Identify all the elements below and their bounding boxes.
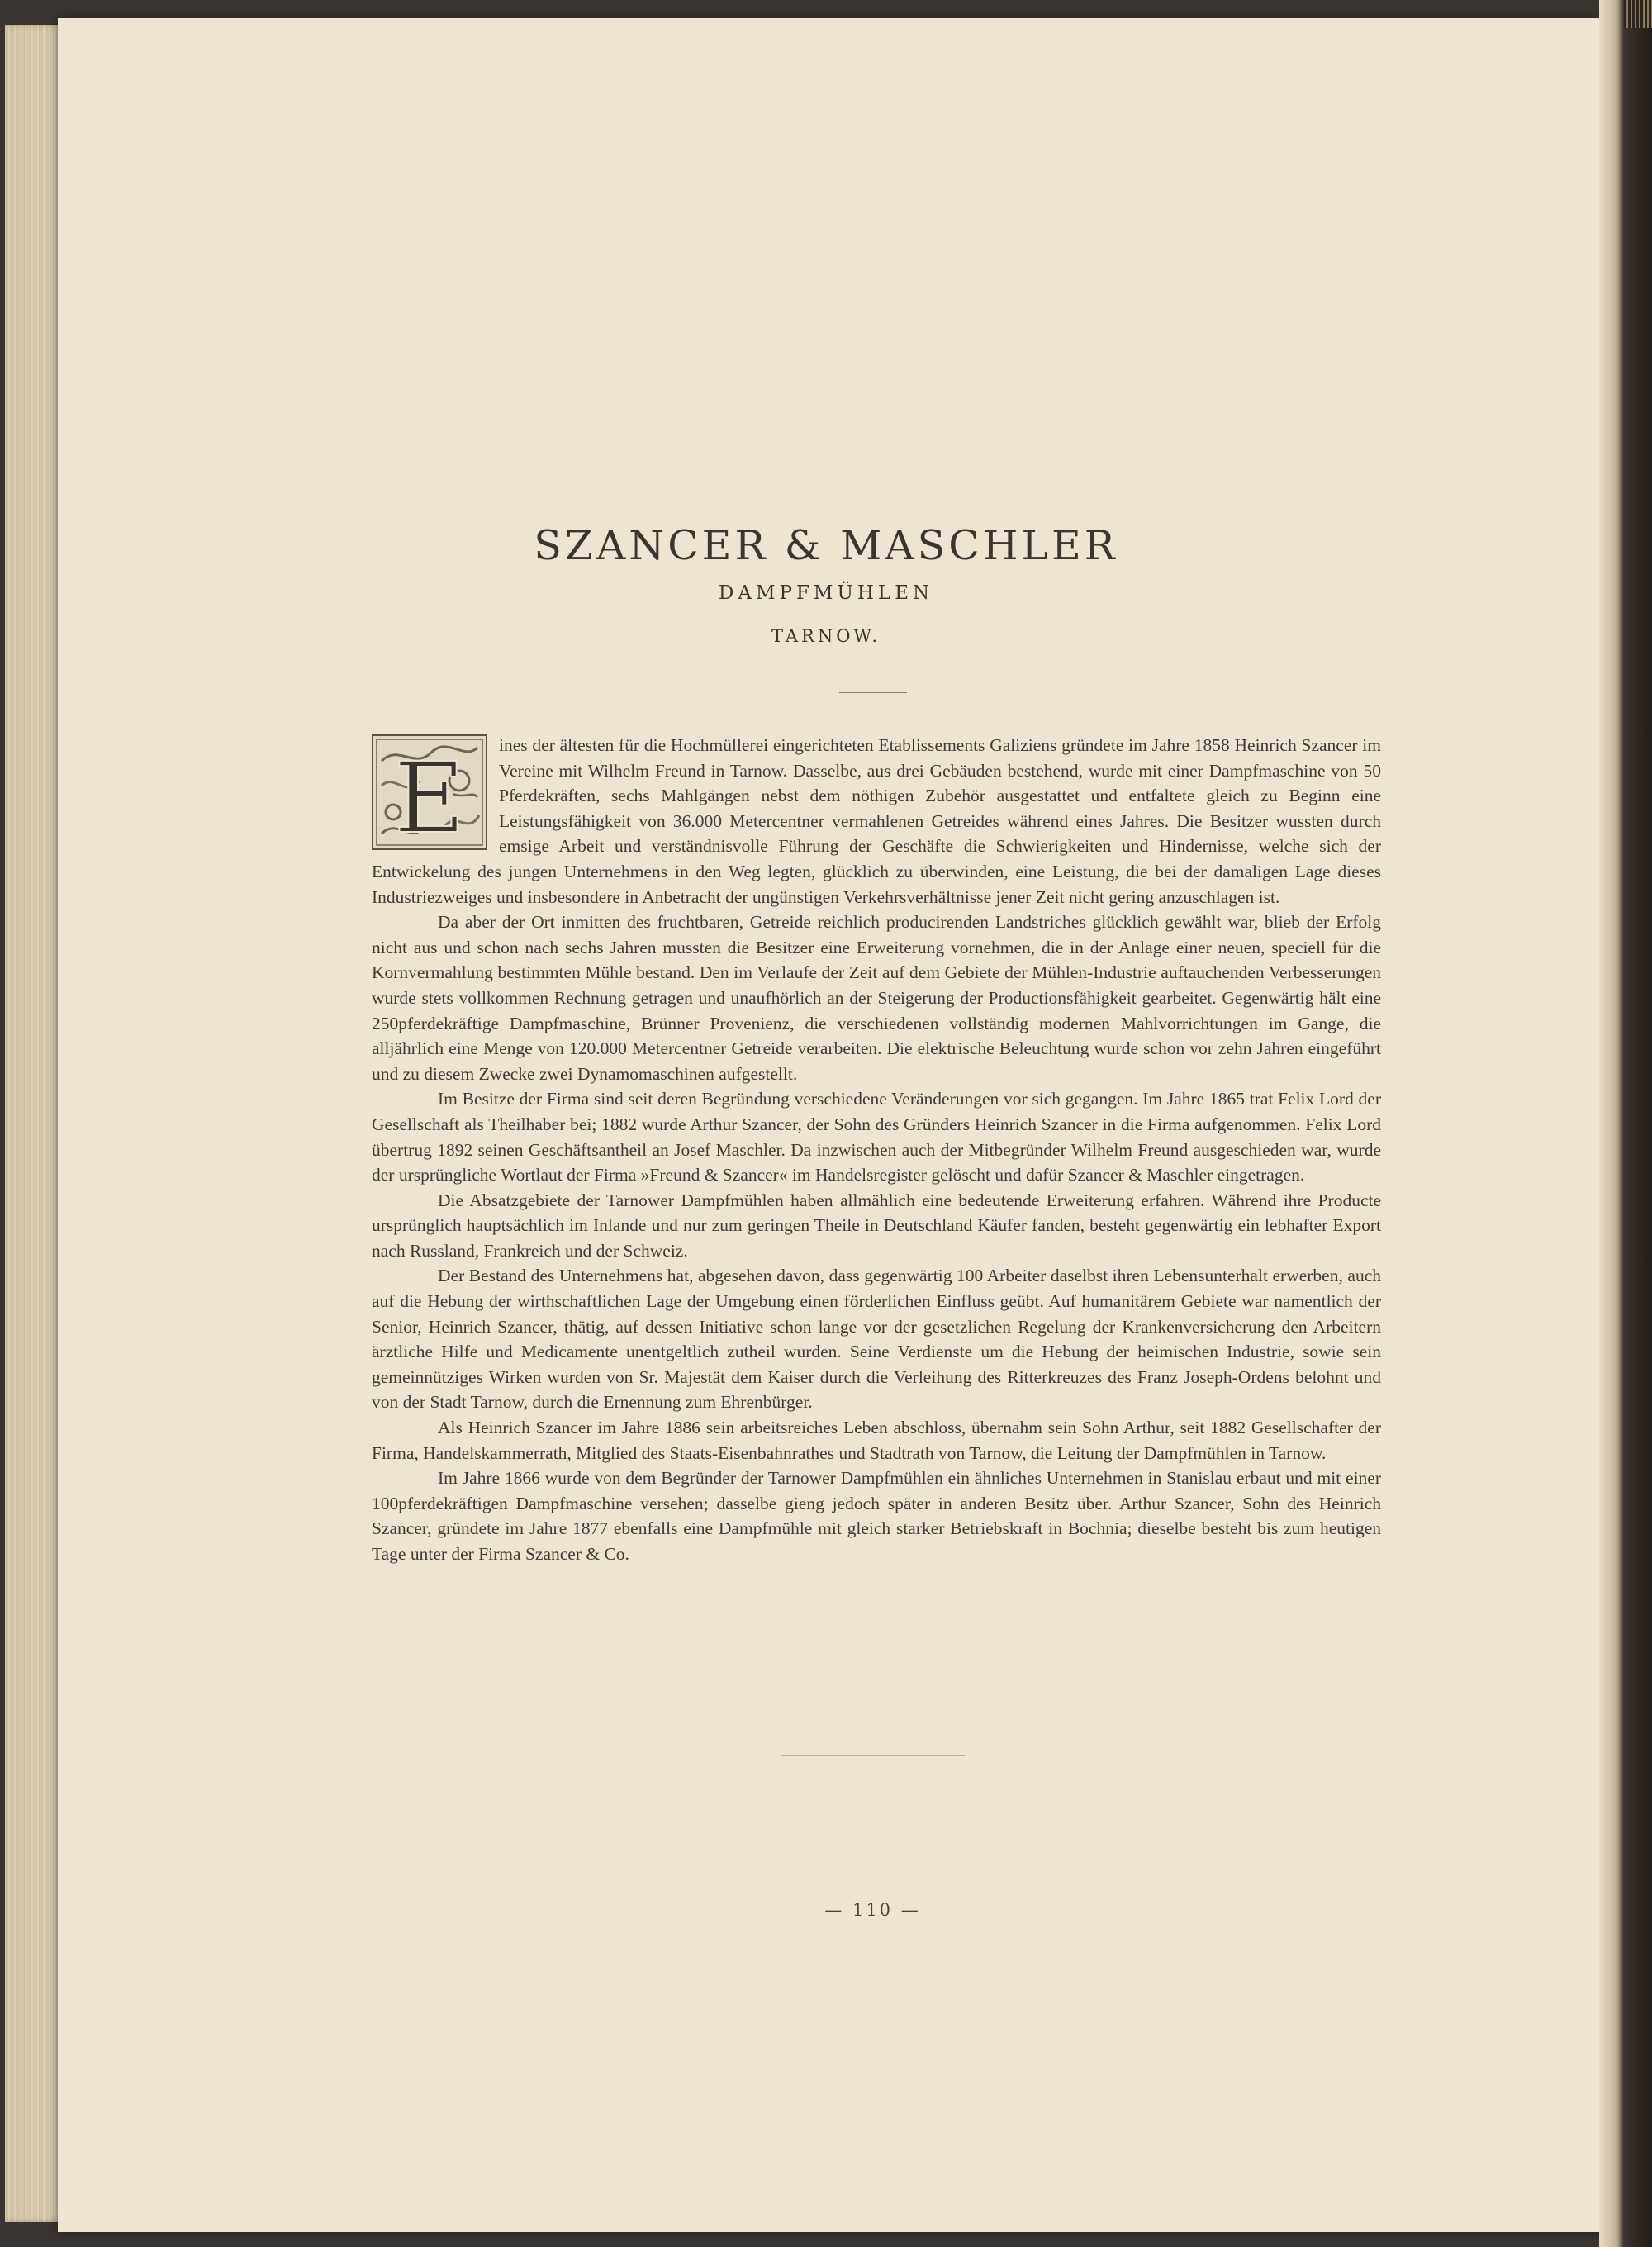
paragraph-6: Als Heinrich Szancer im Jahre 1886 sein arbeitsreiches Leben abschloss, übernahm sein Sohn Arthur, seit 1882 Gesellschafter der Firma, Handelskammerrath, Mitglied des Staats-Eisenbahnrathes und Stadtrath von Tarnow, die Leitung der Dampfmühlen in Tarnow. — [372, 1418, 1381, 1463]
paragraph-4: Die Absatzgebiete der Tarnower Dampfmühlen haben allmählich eine bedeutende Erweiterung erfahren. Während ihre Producte ursprünglich hauptsächlich im Inlande und nur zum geringen Theile in Deutschland Käufer fanden, besteht gegenwärtig ein lebhafter Export nach Russland, Frankreich und der Schweiz. — [372, 1190, 1381, 1261]
article-body — [372, 733, 1381, 1567]
drop-cap-initial — [372, 734, 487, 850]
paragraph-5: Der Bestand des Unternehmens hat, abgesehen davon, dass gegenwärtig 100 Arbeiter daselbst ihren Lebensunterhalt erwerben, auch auf die Hebung der wirthschaftlichen Lage der Umgebung einen förderlichen Einfluss geübt. Auf humanitärem Gebiete war namentlich der Senior, Heinrich Szancer, thätig, auf dessen Initiative schon lange vor der gesetzlichen Regelung der Krankenversicherung den Arbeitern ärztliche Hilfe und Medicamente unentgeltlich zutheil wurden. Seine Verdienste um die Hebung der heimischen Industrie, sowie sein gemeinnütziges Wirken wurden von Sr. Majestät dem Kaiser durch die Verleihung des Ritterkreuzes des Franz Joseph-Ordens belohnt und von der Stadt Tarnow, durch die Ernennung zum Ehrenbürger. — [372, 1266, 1381, 1413]
page-edge-stack — [5, 25, 63, 2222]
title-divider — [839, 692, 907, 693]
paragraph-3: Im Besitze der Firma sind seit deren Begründung verschiedene Veränderungen vor sich gegangen. Im Jahre 1865 trat Felix Lord der Gesellschaft als Theilhaber bei; 1882 wurde Arthur Szancer, der Sohn des Gründers Heinrich Szancer in die Firma aufgenommen. Felix Lord übertrug 1892 seinen Geschäftsantheil an Josef Maschler. Da inzwischen auch der Mitbegründer Wilhelm Freund ausgeschieden war, wurde der ursprüngliche Wortlaut der Firma »Freund & Szancer« im Handelsregister gelöscht und dafür Szancer & Maschler eingetragen. — [372, 1089, 1381, 1185]
paragraph-text: ines der ältesten für die Hochmüllerei eingerichteten Etablissements Galiziens gründete im Jahre 1858 Heinrich Szancer im Vereine mit Wilhelm Freund in Tarnow. Dasselbe, aus drei Gebäuden bestehend, wurde mit einer Dampfmaschine von 50 Pferdekräften, sechs Mahlgängen nebst dem nöthigen Zubehör ausgestattet und entfaltete gleich zu Beginn eine Leistungsfähigkeit von 36.000 Metercentner vermahlenen Getreides während eines Jahres. Die Besitzer wussten durch emsige Arbeit und verständnisvolle Führung der Geschäfte die Schwierigkeiten und Hindernisse, welche sich der Entwickelung des jungen Unternehmens in den Weg legten, glücklich zu überwinden, eine Leistung, die bei der damaligen Lage dieses Industriezweiges und insbesondere in Anbetracht der ungünstigen Verkehrsverhältnisse jener Zeit nicht gering anzuschlagen ist. — [372, 735, 1381, 907]
end-divider — [781, 1755, 965, 1756]
paragraph-7: Im Jahre 1866 wurde von dem Begründer der Tarnower Dampfmühlen ein ähnliches Unternehmen in Stanislau erbaut und mit einer 100pferdekräftigen Dampfmaschine versehen; dasselbe gieng jedoch später in anderen Besitz über. Arthur Szancer, Sohn des Heinrich Szancer, gründete im Jahre 1877 ebenfalls eine Dampfmühle mit gleich starker Betriebskraft in Bochnia; dieselbe besteht bis zum heutigen Tage unter der Firma Szancer & Co. — [372, 1468, 1381, 1564]
page-title: SZANCER & MASCHLER — [534, 522, 1118, 569]
page-place: TARNOW. — [771, 626, 881, 646]
drop-cap-glyph: E — [393, 741, 466, 848]
paragraph-1 — [372, 733, 1381, 910]
page-number: — 110 — — [824, 1900, 921, 1920]
page-subtitle: DAMPFMÜHLEN — [718, 582, 934, 604]
book-spine — [1599, 0, 1652, 2247]
paragraph-2: Da aber der Ort inmitten des fruchtbaren, Getreide reichlich producirenden Landstriches glücklich gewählt war, blieb der Erfolg nicht aus und schon nach sechs Jahren mussten die Besitzer eine Erweiterung vornehmen, die in der Anlage einer neuen, speciell für die Kornvermahlung bestimmten Mühle bestand. Den im Verlaufe der Zeit auf dem Gebiete der Mühlen-Industrie auftauchenden Verbesserungen wurde stets vollkommen Rechnung getragen und unaufhörlich an der Steigerung der Productionsfähigkeit gearbeitet. Gegenwärtig hält eine 250pferdekräftige Dampfmaschine, Brünner Provenienz, die verschiedenen vollständig modernen Mahlvorrichtungen im Gange, die alljährlich eine Menge von 120.000 Metercentner Getreide verarbeiten. Die elektrische Beleuchtung wurde schon vor zehn Jahren eingeführt und zu diesem Zwecke zwei Dynamomaschinen aufgestellt. — [372, 912, 1381, 1084]
drop-cap-letter — [373, 736, 486, 848]
spine-band — [1624, 0, 1652, 28]
